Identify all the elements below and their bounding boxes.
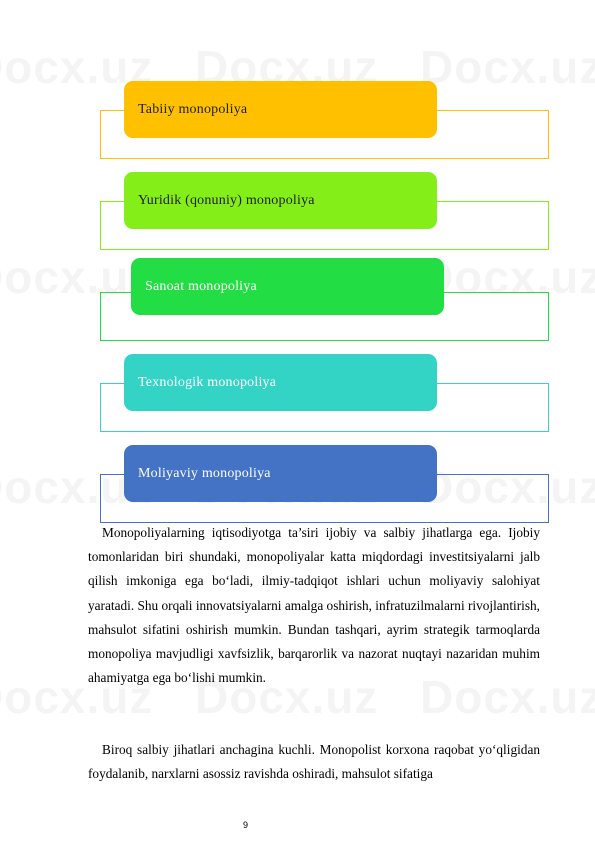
diagram-item-texnologik [124,354,437,411]
diagram-item-label: Moliyaviy monopoliya [138,465,271,481]
diagram-item-yuridik [124,172,437,229]
diagram-item-sanoat [131,258,444,315]
diagram-item-label: Sanoat monopoliya [145,278,257,294]
body-paragraph-1: Monopoliyalarning iqtisodiyotga ta’siri ijobiy va salbiy jihatlarga ega. Ijobiy tomonlaridan biri shundaki, monopoliyalar katta miqdordagi investitsiyalarni jalb qilish imkoniga ega bo‘ladi, ilmiy-tadqiqot ishlari uchun moliyaviy salohiyat yaratadi. Shu orqali innovatsiyalarni amalga oshirish, infratuzilmalarni rivojlantirish, mahsulot sifatini oshirish mumkin. Bundan tashqari, ayrim strategik tarmoqlarda monopoliya mavjudligi xavfsizlik, barqarorlik va nazorat nuqtayi nazaridan muhim ahamiyatga ega bo‘lishi mumkin. [88,525,540,686]
watermark-text [420,40,595,94]
diagram-item-label: Yuridik (qonuniy) monopoliya [138,192,315,208]
body-paragraph-2: Biroq salbiy jihatlari anchagina kuchli. Monopolist korxona raqobat yo‘qligidan foydalanib, narxlarni asossiz ravishda oshiradi, mahsulot sifatiga [88,742,540,782]
diagram-item-label: Texnologik monopoliya [138,374,277,390]
diagram-item-moliyaviy [124,445,437,502]
diagram-item-label: Tabiiy monopoliya [138,101,248,117]
diagram-item-tabiiy [124,81,437,138]
page-number: 9 [243,820,249,830]
